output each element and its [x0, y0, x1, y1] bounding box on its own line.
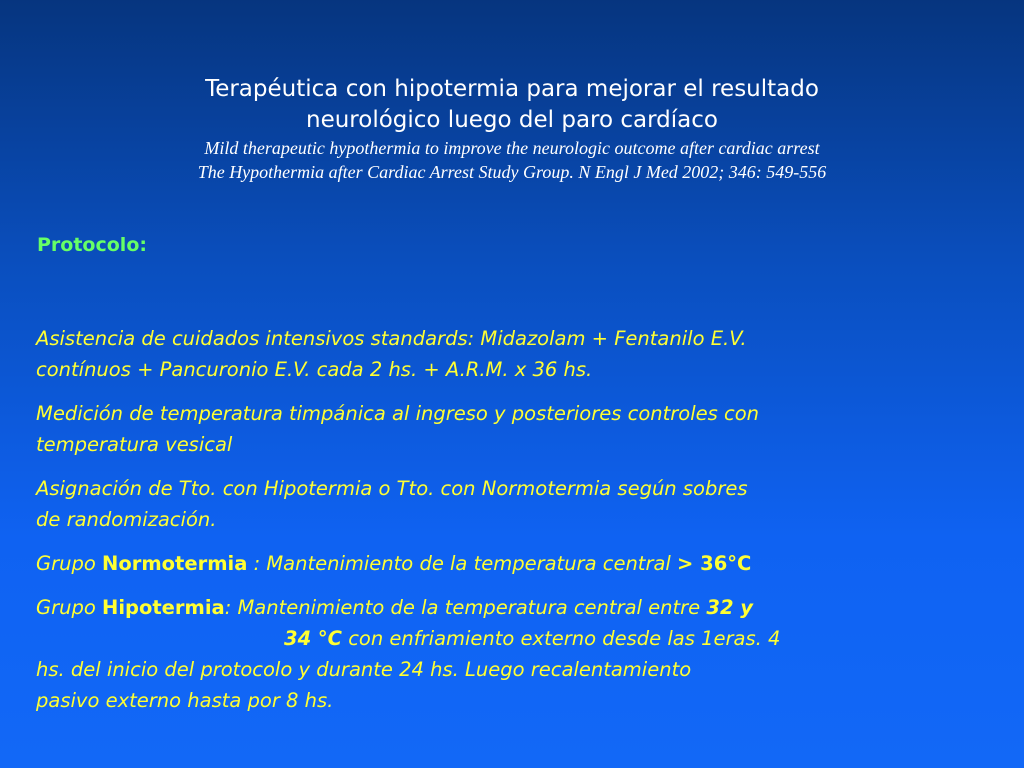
hipotermia-temperature-low: 32 y	[706, 596, 754, 619]
title-spanish-line-2: neurológico luego del paro cardíaco	[306, 107, 718, 133]
hipotermia-description: : Mantenimiento de la temperatura central entre	[224, 596, 707, 619]
paragraph-medicion-line-2: temperatura vesical	[36, 433, 233, 456]
grupo-prefix: Grupo	[36, 596, 102, 619]
paragraph-asistencia-line-2: contínuos + Pancuronio E.V. cada 2 hs. + A.R.M. x 36 hs.	[36, 358, 593, 381]
hipotermia-line-2	[36, 623, 996, 654]
group-name-hipotermia: Hipotermia	[102, 596, 225, 619]
normotermia-temperature-value: > 36°C	[677, 552, 752, 575]
paragraph-asistencia	[36, 323, 996, 385]
section-label-protocolo: Protocolo:	[37, 234, 147, 256]
title-block	[0, 74, 1024, 184]
citation: The Hypothermia after Cardiac Arrest Study Group. N Engl J Med 2002; 346: 549-556	[197, 162, 827, 182]
grupo-prefix: Grupo	[36, 552, 102, 575]
hipotermia-temperature-high: 34 °C	[284, 627, 342, 650]
paragraph-grupo-hipotermia	[36, 592, 996, 716]
paragraph-medicion-line-1: Medición de temperatura timpánica al ingreso y posteriores controles con	[36, 402, 759, 425]
paragraph-medicion	[36, 398, 996, 460]
paragraph-grupo-normotermia	[36, 548, 996, 579]
paragraph-asignacion-line-1: Asignación de Tto. con Hipotermia o Tto. con Normotermia según sobres	[36, 477, 748, 500]
hipotermia-line-1	[36, 592, 996, 623]
paragraph-asignacion-line-2: de randomización.	[36, 508, 217, 531]
protocol-body	[36, 323, 996, 729]
paragraph-asistencia-line-1: Asistencia de cuidados intensivos standards: Midazolam + Fentanilo E.V.	[36, 327, 747, 350]
group-name-normotermia: Normotermia	[102, 552, 248, 575]
paragraph-asignacion	[36, 473, 996, 535]
hipotermia-line-3: hs. del inicio del protocolo y durante 24 hs. Luego recalentamiento	[36, 658, 692, 681]
hipotermia-line-4: pasivo externo hasta por 8 hs.	[36, 689, 334, 712]
title-english: Mild therapeutic hypothermia to improve the neurologic outcome after cardiac arrest	[204, 138, 820, 158]
title-spanish-line-1: Terapéutica con hipotermia para mejorar el resultado	[205, 76, 819, 102]
normotermia-description: : Mantenimiento de la temperatura central	[247, 552, 678, 575]
hipotermia-cooling-text: con enfriamiento externo desde las 1eras. 4	[342, 627, 781, 650]
